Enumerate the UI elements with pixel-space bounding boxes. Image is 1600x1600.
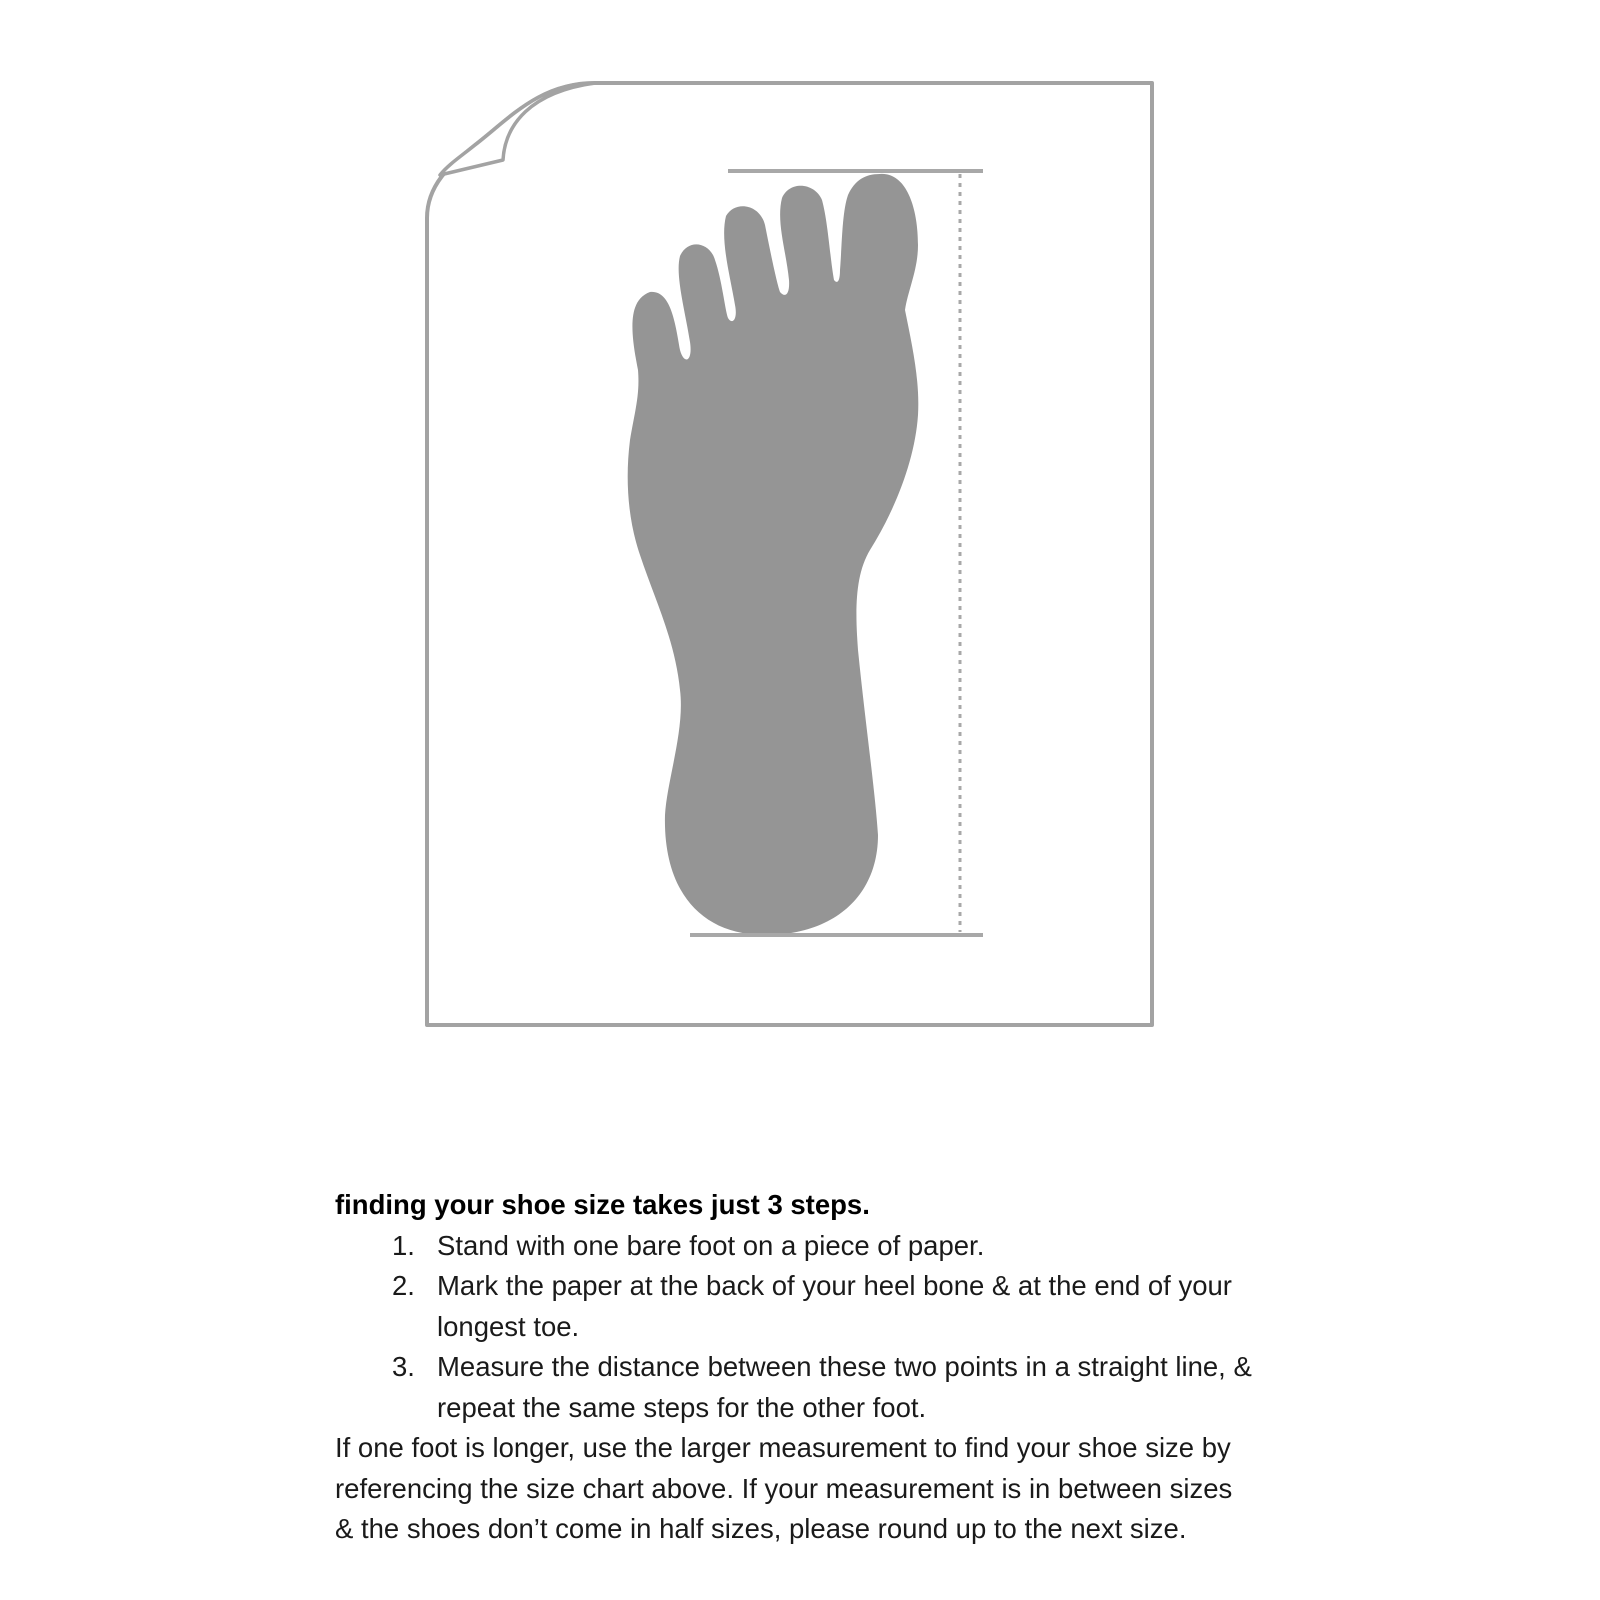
list-item: [335, 1266, 1255, 1347]
step-number: 2.: [392, 1270, 415, 1301]
step-text: Mark the paper at the back of your heel bone & at the end of your longest toe.: [437, 1270, 1232, 1342]
instructions-section: [335, 1185, 1255, 1550]
closing-paragraph: If one foot is longer, use the larger measurement to find your shoe size by referencing the size chart above. If your measurement is in between sizes & the shoes don’t come in half sizes, please round up to the next size.: [335, 1432, 1233, 1544]
step-text: Measure the distance between these two points in a straight line, & repeat the same steps for the other foot.: [437, 1351, 1252, 1423]
step-number: 3.: [392, 1351, 415, 1382]
step-text: Stand with one bare foot on a piece of paper.: [437, 1229, 985, 1261]
list-item: [335, 1347, 1255, 1428]
steps-list: [335, 1226, 1255, 1429]
list-item: [335, 1226, 1255, 1267]
step-number: 1.: [392, 1229, 415, 1261]
instructions-heading: finding your shoe size takes just 3 steps.: [335, 1189, 870, 1220]
